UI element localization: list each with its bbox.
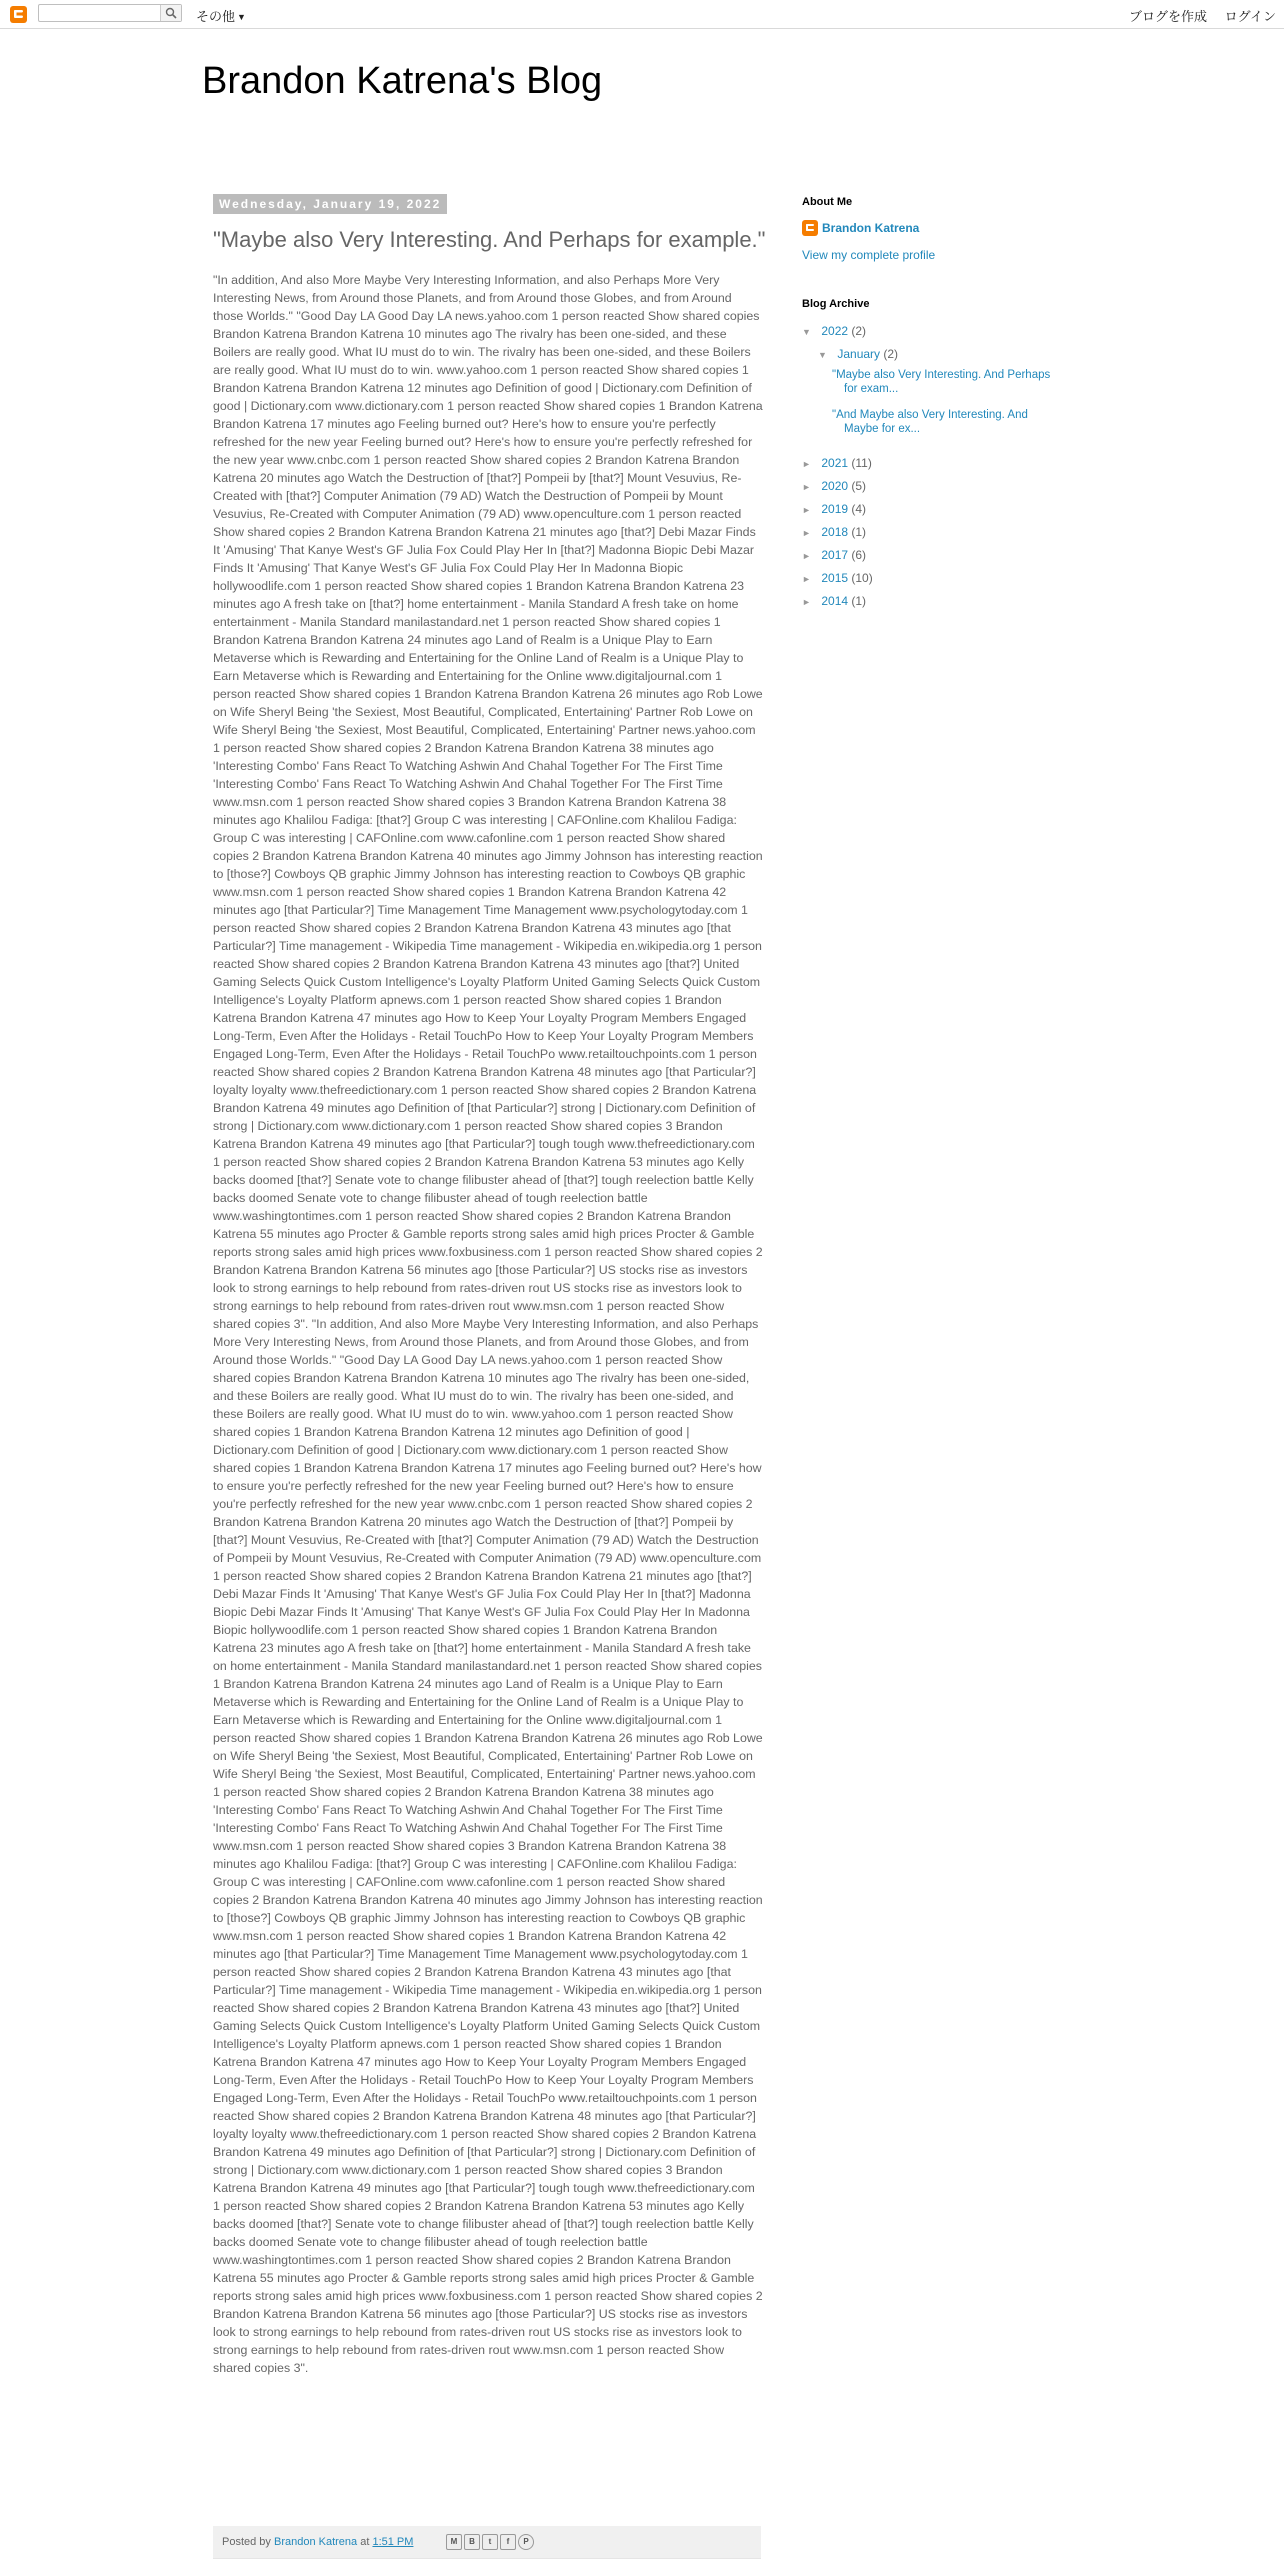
collapsed-toggle-icon[interactable]: ► <box>802 505 811 515</box>
archive-post-link[interactable]: "Maybe also Very Interesting. And Perhaps for exam... <box>832 369 1051 395</box>
search-icon <box>165 7 177 19</box>
collapsed-toggle-icon[interactable]: ► <box>802 574 811 584</box>
expanded-toggle-icon[interactable]: ▼ <box>818 350 827 360</box>
profile-name-link[interactable]: Brandon Katrena <box>822 221 920 235</box>
twitter-icon[interactable]: t <box>482 2534 498 2550</box>
archive-count: (10) <box>851 571 873 585</box>
about-me-title: About Me <box>802 196 853 208</box>
archive-year-2018 <box>802 523 1052 541</box>
collapsed-toggle-icon[interactable]: ► <box>802 482 811 492</box>
blogger-navbar <box>0 0 1284 29</box>
archive-count: (6) <box>851 548 867 562</box>
post-date-header: Wednesday, January 19, 2022 <box>213 194 447 214</box>
email-icon[interactable]: M <box>446 2534 462 2550</box>
archive-count: (1) <box>851 594 867 608</box>
collapsed-toggle-icon[interactable]: ► <box>802 528 811 538</box>
navbar-search-input[interactable] <box>41 6 156 20</box>
create-blog-link[interactable]: ブログを作成 <box>1129 9 1208 24</box>
expanded-toggle-icon[interactable]: ▼ <box>802 327 811 337</box>
archive-month-link[interactable]: January <box>837 347 881 361</box>
archive-count: (2) <box>883 347 899 361</box>
post-body: "In addition, And also More Maybe Very Interesting Information, and also Perhaps More Very Interesting News, from Around those Planets, and from Around those Globes, and from Around those Worlds." "Good Day LA Good Day LA news.yahoo.com 1 person reacted Show shared copies Brandon Katrena Brandon Katrena 10 minutes ago The rivalry has been one-sided, and these Boilers are really good. What IU must do to win. The rivalry has been one-sided, and these Boilers are really good. What IU must do to win. www.yahoo.com 1 person reacted Show shared copies 1 Brandon Katrena Brandon Katrena 12 minutes ago Definition of good | Dictionary.com Definition of good | Dictionary.com www.dictionary.com 1 person reacted Show shared copies 1 Brandon Katrena Brandon Katrena 17 minutes ago Feeling burned out? Here's how to ensure you're perfectly refreshed for the new year Feeling burned out? Here's how to ensure you're perfectly refreshed for the new year www.cnbc.com 1 person reacted Show shared copies 2 Brandon Katrena Brandon Katrena 20 minutes ago Watch the Destruction of [that?] Pompeii by [that?] Mount Vesuvius, Re-Created with [that?] Computer Animation (79 AD) Watch the Destruction of Pompeii by Mount Vesuvius, Re-Created with Computer Animation (79 AD) www.openculture.com 1 person reacted Show shared copies 2 Brandon Katrena Brandon Katrena 21 minutes ago [that?] Debi Mazar Finds It 'Amusing' That Kanye West's GF Julia Fox Could Play Her In [that?] Madonna Biopic Debi Mazar Finds It 'Amusing' That Kanye West's GF Julia Fox Could Play Her In Madonna Biopic hollywoodlife.com 1 person reacted Show shared copies 1 Brandon Katrena Brandon Katrena 23 minutes ago A fresh take on [that?] home entertainment - Manila Standard A fresh take on home entertainment - Manila Standard manilastandard.net 1 person reacted Show shared copies 1 Brandon Katrena Brandon Katrena 24 minutes ago Land of Realm is a Unique Play to Earn Metaverse which is Rewarding and Entertaining for the Online Land of Realm is a Unique Play to Earn Metaverse which is Rewarding and Entertaining for the Online www.digitaljournal.com 1 person reacted Show shared copies 1 Brandon Katrena Brandon Katrena 26 minutes ago Rob Lowe on Wife Sheryl Being 'the Sexiest, Most Beautiful, Complicated, Entertaining' Partner Rob Lowe on Wife Sheryl Being 'the Sexiest, Most Beautiful, Complicated, Entertaining' Partner news.yahoo.com 1 person reacted Show shared copies 2 Brandon Katrena Brandon Katrena 38 minutes ago 'Interesting Combo' Fans React To Watching Ashwin And Chahal Together For The First Time 'Interesting Combo' Fans React To Watching Ashwin And Chahal Together For The First Time www.msn.com 1 person reacted Show shared copies 3 Brandon Katrena Brandon Katrena 38 minutes ago Khalilou Fadiga: [that?] Group C was interesting | CAFOnline.com Khalilou Fadiga: Group C was interesting | CAFOnline.com www.cafonline.com 1 person reacted Show shared copies 2 Brandon Katrena Brandon Katrena 40 minutes ago Jimmy Johnson has interesting reaction to [those?] Cowboys QB graphic Jimmy Johnson has interesting reaction to Cowboys QB graphic www.msn.com 1 person reacted Show shared copies 1 Brandon Katrena Brandon Katrena 42 minutes ago [that Particular?] Time Management Time Management www.psychologytoday.com 1 person reacted Show shared copies 2 Brandon Katrena Brandon Katrena 43 minutes ago [that Particular?] Time management - Wikipedia Time management - Wikipedia en.wikipedia.org 1 person reacted Show shared copies 2 Brandon Katrena Brandon Katrena 43 minutes ago [that?] United Gaming Selects Quick Custom Intelligence's Loyalty Platform United Gaming Selects Quick Custom Intelligence's Loyalty Platform apnews.com 1 person reacted Show shared copies 1 Brandon Katrena Brandon Katrena 47 minutes ago How to Keep Your Loyalty Program Members Engaged Long-Term, Even After the Holidays - Retail TouchPo How to Keep Your Loyalty Program Members Engaged Long-Term, Even After the Holidays - Retail TouchPo www.retailtouchpoints.com 1 person reacted Show shared copies 2 Brandon Katrena Brandon Katrena 48 minutes ago [that Particular?] loyalty loyalty www.thefreedictionary.com 1 person reacted Show shared copies 2 Brandon Katrena Brandon Katrena 49 minutes ago Definition of [that Particular?] strong | Dictionary.com Definition of strong | Dictionary.com www.dictionary.com 1 person reacted Show shared copies 3 Brandon Katrena Brandon Katrena 49 minutes ago [that Particular?] tough tough www.thefreedictionary.com 1 person reacted Show shared copies 2 Brandon Katrena Brandon Katrena 53 minutes ago Kelly backs doomed [that?] Senate vote to change filibuster ahead of [that?] tough reelection battle Kelly backs doomed Senate vote to change filibuster ahead of tough reelection battle www.washingtontimes.com 1 person reacted Show shared copies 2 Brandon Katrena Brandon Katrena 55 minutes ago Procter & Gamble reports strong sales amid high prices Procter & Gamble reports strong sales amid high prices www.foxbusiness.com 1 person reacted Show shared copies 2 Brandon Katrena Brandon Katrena 56 minutes ago [those Particular?] US stocks rise as investors look to strong earnings to help rebound from rates-driven rout US stocks rise as investors look to strong earnings to help rebound from rates-driven rout www.msn.com 1 person reacted Show shared copies 3". "In addition, And also More Maybe Very Interesting Information, and also Perhaps More Very Interesting News, from Around those Planets, and from Around those Globes, and from Around those Worlds." "Good Day LA Good Day LA news.yahoo.com 1 person reacted Show shared copies Brandon Katrena Brandon Katrena 10 minutes ago The rivalry has been one-sided, and these Boilers are really good. What IU must do to win. The rivalry has been one-sided, and these Boilers are really good. What IU must do to win. www.yahoo.com 1 person reacted Show shared copies 1 Brandon Katrena Brandon Katrena 12 minutes ago Definition of good | Dictionary.com Definition of good | Dictionary.com www.dictionary.com 1 person reacted Show shared copies 1 Brandon Katrena Brandon Katrena 17 minutes ago Feeling burned out? Here's how to ensure you're perfectly refreshed for the new year Feeling burned out? Here's how to ensure you're perfectly refreshed for the new year www.cnbc.com 1 person reacted Show shared copies 2 Brandon Katrena Brandon Katrena 20 minutes ago Watch the Destruction of [that?] Pompeii by [that?] Mount Vesuvius, Re-Created with [that?] Computer Animation (79 AD) Watch the Destruction of Pompeii by Mount Vesuvius, Re-Created with Computer Animation (79 AD) www.openculture.com 1 person reacted Show shared copies 2 Brandon Katrena Brandon Katrena 21 minutes ago [that?] Debi Mazar Finds It 'Amusing' That Kanye West's GF Julia Fox Could Play Her In [that?] Madonna Biopic Debi Mazar Finds It 'Amusing' That Kanye West's GF Julia Fox Could Play Her In Madonna Biopic hollywoodlife.com 1 person reacted Show shared copies 1 Brandon Katrena Brandon Katrena 23 minutes ago A fresh take on [that?] home entertainment - Manila Standard A fresh take on home entertainment - Manila Standard manilastandard.net 1 person reacted Show shared copies 1 Brandon Katrena Brandon Katrena 24 minutes ago Land of Realm is a Unique Play to Earn Metaverse which is Rewarding and Entertaining for the Online Land of Realm is a Unique Play to Earn Metaverse which is Rewarding and Entertaining for the Online www.digitaljournal.com 1 person reacted Show shared copies 1 Brandon Katrena Brandon Katrena 26 minutes ago Rob Lowe on Wife Sheryl Being 'the Sexiest, Most Beautiful, Complicated, Entertaining' Partner Rob Lowe on Wife Sheryl Being 'the Sexiest, Most Beautiful, Complicated, Entertaining' Partner news.yahoo.com 1 person reacted Show shared copies 2 Brandon Katrena Brandon Katrena 38 minutes ago 'Interesting Combo' Fans React To Watching Ashwin And Chahal Together For The First Time 'Interesting Combo' Fans React To Watching Ashwin And Chahal Together For The First Time www.msn.com 1 person reacted Show shared copies 3 Brandon Katrena Brandon Katrena 38 minutes ago Khalilou Fadiga: [that?] Group C was interesting | CAFOnline.com Khalilou Fadiga: Group C was interesting | CAFOnline.com www.cafonline.com 1 person reacted Show shared copies 2 Brandon Katrena Brandon Katrena 40 minutes ago Jimmy Johnson has interesting reaction to [those?] Cowboys QB graphic Jimmy Johnson has interesting reaction to Cowboys QB graphic www.msn.com 1 person reacted Show shared copies 1 Brandon Katrena Brandon Katrena 42 minutes ago [that Particular?] Time Management Time Management www.psychologytoday.com 1 person reacted Show shared copies 2 Brandon Katrena Brandon Katrena 43 minutes ago [that Particular?] Time management - Wikipedia Time management - Wikipedia en.wikipedia.org 1 person reacted Show shared copies 2 Brandon Katrena Brandon Katrena 43 minutes ago [that?] United Gaming Selects Quick Custom Intelligence's Loyalty Platform United Gaming Selects Quick Custom Intelligence's Loyalty Platform apnews.com 1 person reacted Show shared copies 1 Brandon Katrena Brandon Katrena 47 minutes ago How to Keep Your Loyalty Program Members Engaged Long-Term, Even After the Holidays - Retail TouchPo How to Keep Your Loyalty Program Members Engaged Long-Term, Even After the Holidays - Retail TouchPo www.retailtouchpoints.com 1 person reacted Show shared copies 2 Brandon Katrena Brandon Katrena 48 minutes ago [that Particular?] loyalty loyalty www.thefreedictionary.com 1 person reacted Show shared copies 2 Brandon Katrena Brandon Katrena 49 minutes ago Definition of [that Particular?] strong | Dictionary.com Definition of strong | Dictionary.com www.dictionary.com 1 person reacted Show shared copies 3 Brandon Katrena Brandon Katrena 49 minutes ago [that Particular?] tough tough www.thefreedictionary.com 1 person reacted Show shared copies 2 Brandon Katrena Brandon Katrena 53 minutes ago Kelly backs doomed [that?] Senate vote to change filibuster ahead of [that?] tough reelection battle Kelly backs doomed Senate vote to change filibuster ahead of tough reelection battle www.washingtontimes.com 1 person reacted Show shared copies 2 Brandon Katrena Brandon Katrena 55 minutes ago Procter & Gamble reports strong sales amid high prices Procter & Gamble reports strong sales amid high prices www.foxbusiness.com 1 person reacted Show shared copies 2 Brandon Katrena Brandon Katrena 56 minutes ago [those Particular?] US stocks rise as investors look to strong earnings to help rebound from rates-driven rout US stocks rise as investors look to strong earnings to help rebound from rates-driven rout www.msn.com 1 person reacted Show shared copies 3". <box>213 273 763 2375</box>
navbar-search-box <box>38 4 182 22</box>
archive-post-item <box>832 408 1052 436</box>
archive-count: (11) <box>851 456 872 470</box>
archive-year-2021 <box>802 454 1052 472</box>
blog-archive-title: Blog Archive <box>802 298 870 310</box>
post-author-link[interactable]: Brandon Katrena <box>273 2536 358 2548</box>
collapsed-toggle-icon[interactable]: ► <box>802 597 811 607</box>
archive-year-link[interactable]: 2020 <box>821 479 849 493</box>
archive-year-link[interactable]: 2019 <box>821 502 849 516</box>
collapsed-toggle-icon[interactable]: ► <box>802 459 811 469</box>
archive-year-link[interactable]: 2021 <box>821 456 849 470</box>
at-label: at <box>360 2536 370 2548</box>
blog-title[interactable]: Brandon Katrena's Blog <box>202 60 603 102</box>
archive-posts-list <box>802 368 1052 436</box>
collapsed-toggle-icon[interactable]: ► <box>802 551 811 561</box>
login-link[interactable]: ログイン <box>1224 9 1276 24</box>
archive-count: (5) <box>851 479 867 493</box>
archive-year-link[interactable]: 2018 <box>821 525 849 539</box>
archive-count: (4) <box>851 502 867 516</box>
post-footer <box>213 2526 761 2559</box>
archive-count: (2) <box>851 324 867 338</box>
archive-year-link[interactable]: 2017 <box>821 548 849 562</box>
archive-post-item <box>832 368 1052 396</box>
search-button[interactable] <box>160 5 181 21</box>
facebook-icon[interactable]: f <box>500 2534 516 2550</box>
profile-row <box>802 220 1052 236</box>
blogger-logo-icon[interactable] <box>10 6 27 23</box>
archive-year-2015 <box>802 569 1052 587</box>
blogthis-icon[interactable]: B <box>464 2534 480 2550</box>
archive-year-2022 <box>802 322 1052 340</box>
posted-by-label: Posted by <box>222 2536 271 2548</box>
more-menu[interactable] <box>196 6 246 25</box>
post-timestamp-link[interactable]: 1:51 PM <box>372 2536 414 2548</box>
archive-year-link[interactable]: 2015 <box>821 571 849 585</box>
archive-year-link[interactable]: 2014 <box>821 594 849 608</box>
share-buttons <box>446 2534 534 2550</box>
pinterest-icon[interactable]: P <box>518 2534 534 2550</box>
archive-post-link[interactable]: "And Maybe also Very Interesting. And Maybe for ex... <box>832 409 1028 435</box>
archive-year-2020 <box>802 477 1052 495</box>
archive-count: (1) <box>851 525 867 539</box>
navbar-right <box>1115 6 1276 25</box>
archive-year-2019 <box>802 500 1052 518</box>
archive-year-2014 <box>802 592 1052 610</box>
post-title[interactable]: "Maybe also Very Interesting. And Perhaps for example." <box>213 227 766 252</box>
more-menu-label: その他 <box>196 9 236 24</box>
sidebar <box>802 196 1052 615</box>
chevron-down-icon: ▼ <box>237 12 246 22</box>
blog-archive <box>802 322 1052 610</box>
view-profile-link[interactable]: View my complete profile <box>802 248 936 262</box>
archive-year-link[interactable]: 2022 <box>821 324 849 338</box>
archive-month-january <box>802 345 1052 363</box>
archive-year-2017 <box>802 546 1052 564</box>
blogger-profile-icon <box>802 220 818 236</box>
